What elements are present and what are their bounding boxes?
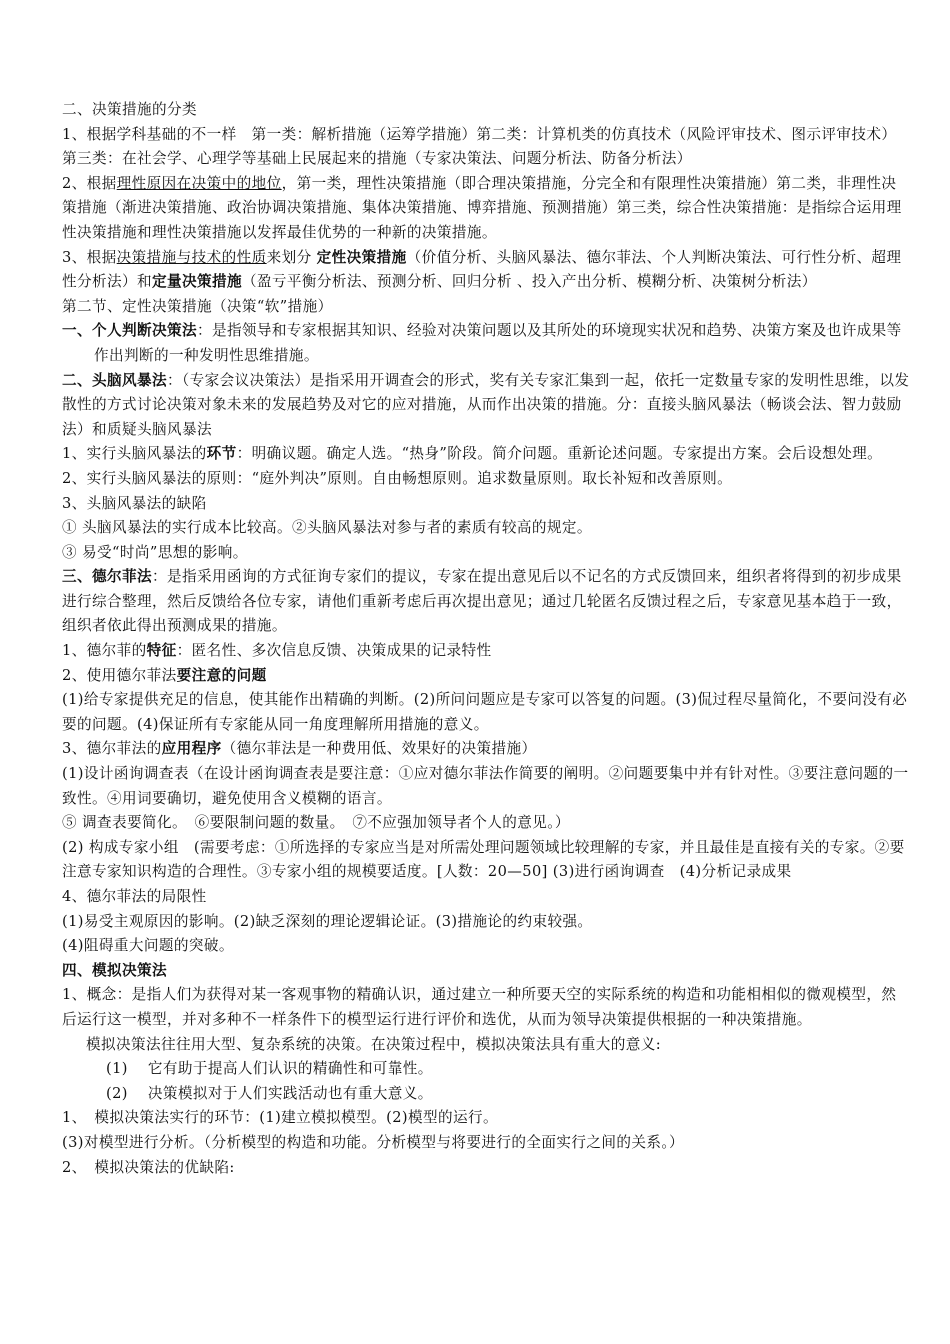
section-heading [62, 959, 910, 984]
paragraph [62, 246, 910, 295]
paragraph: (1)设计函询调查表（在设计函询调查表是要注意：①应对德尔菲法作简要的阐明。②问题要集中并有针对性。③要注意问题的一致性。④用词要确切，避免使用含义模糊的语言。 [62, 765, 909, 807]
paragraph: ③ 易受“时尚”思想的影响。 [62, 543, 248, 561]
bold-term: 三、德尔菲法 [62, 568, 152, 586]
paragraph: (1)易受主观原因的影响。(2)缺乏深刻的理论逻辑论证。(3)措施论的约束较强。 [62, 912, 593, 930]
paragraph: ① 头脑风暴法的实行成本比较高。②头脑风暴法对参与者的素质有较高的规定。 [62, 519, 592, 537]
paragraph: 1、概念：是指人们为获得对某一客观事物的精确认识，通过建立一种所要天空的实际系统的构造和功能相相似的微观模型，然后运行这一模型，并对多种不一样条件下的模型运行进行评价和选优，从而为领导决策提供根据的一种决策措施。 [62, 986, 897, 1028]
bold-term: 二、头脑风暴法 [62, 371, 167, 389]
paragraph: 1、根据学科基础的不一样 第一类：解析措施（运筹学措施）第二类：计算机类的仿真技术（风险评审技术、图示评审技术）第三类：在社会学、心理学等基础上民展起来的措施（专家决策法、问题分析法、防备分析法） [62, 125, 897, 168]
paragraph: (4)阻碍重大问题的突破。 [62, 937, 234, 955]
paragraph: 1、 模拟决策法实行的环节：(1)建立模拟模型。(2)模型的运行。 [62, 1109, 498, 1127]
text: ：匿名性、多次信息反馈、决策成果的记录特性 [176, 642, 492, 660]
text: 2、根据 [62, 174, 117, 192]
bold-term: 一、个人判断决策法 [62, 322, 197, 340]
text: 2、使用德尔菲法 [62, 666, 177, 684]
underlined-text: 决策措施与技术的性质 [116, 248, 267, 266]
section-heading: 第二节、定性决策措施（决策“软”措施） [62, 297, 333, 315]
text: 3、德尔菲法的 [62, 740, 162, 758]
text: 1、德尔菲的 [62, 642, 147, 660]
paragraph [62, 369, 910, 443]
text: ：是指领导和专家根据其知识、经验对决策问题以及其所处的环境现实状况和趋势、决策方案及也许成果等作出判断的一种发明性思维措施。 [94, 322, 902, 364]
text: 1、实行头脑风暴法的 [62, 445, 207, 463]
bold-term: 定量决策措施 [151, 273, 242, 291]
section-heading: 二、决策措施的分类 [62, 101, 197, 118]
list-item: (2) 决策模拟对于人们实践活动也有重大意义。 [106, 1084, 433, 1102]
list-item: (1) 它有助于提高人们认识的精确性和可靠性。 [106, 1060, 433, 1078]
paragraph: ⑤ 调查表要简化。 ⑥要限制问题的数量。 ⑦不应强加领导者个人的意见。） [62, 814, 570, 832]
paragraph [62, 319, 910, 368]
text: （盈亏平衡分析法、预测分析、回归分析 、投入产出分析、模糊分析、决策树分析法） [241, 273, 817, 291]
text: 来划分 [266, 248, 317, 266]
paragraph [62, 664, 910, 689]
text: ，第一类，理性决策措施（即合理决策措施，分完全和有限理性决策措施）第二类，非理性决策措施（渐进决策措施、政治协调决策措施、集体决策措施、博弈措施、预测措施）第三类，综合性决策措施：是指综合运用理性决策措施和理性决策措施以发挥最佳优势的一种新的决策措施。 [62, 174, 902, 241]
bold-heading: 四、模拟决策法 [62, 961, 167, 979]
text: ：明确议题。确定人选。“热身”阶段。简介问题。重新论述问题。专家提出方案。会后设想处理。 [236, 445, 883, 463]
text: ：（专家会议决策法）是指采用开调查会的形式，奖有关专家汇集到一起，依托一定数量专家的发明性思维，以发散性的方式讨论决策对象未来的发展趋势及对它的应对措施，从而作出决策的措施。分：直接头脑风暴法（畅谈会法、智力鼓励法）和质疑头脑风暴法 [62, 371, 910, 438]
paragraph: 4、德尔菲法的局限性 [62, 888, 207, 905]
paragraph: (2) 构成专家小组 (需要考虑：①所选择的专家应当是对所需处理问题领域比较理解的专家，并且最佳是直接有关的专家。②要注意专家知识构造的合理性。③专家小组的规模要适度。[人数：20—50] (3)进行函询调查 (4)分析记录成果 [62, 838, 905, 881]
bold-term: 定性决策措施 [316, 248, 407, 266]
paragraph: 模拟决策法往往用大型、复杂系统的决策。在决策过程中，模拟决策法具有重大的意义: [86, 1035, 662, 1053]
paragraph [62, 172, 910, 246]
text: ：是指采用函询的方式征询专家们的提议，专家在提出意见后以不记名的方式反馈回来，组织者将得到的初步成果进行综合整理，然后反馈给各位专家，请他们重新考虑后再次提出意见；通过几轮匿名反馈过程之后，专家意见基本趋于一致，组织者依此得出预测成果的措施。 [62, 568, 902, 635]
bold-term: 环节 [206, 445, 237, 463]
paragraph: (1)给专家提供充足的信息，使其能作出精确的判断。(2)所问问题应是专家可以答复的问题。(3)侃过程尽量简化，不要问没有必要的问题。(4)保证所有专家能从同一角度理解所用措施的意义。 [62, 691, 908, 733]
text: 3、根据 [62, 248, 117, 266]
paragraph: 2、 模拟决策法的优缺陷: [62, 1158, 235, 1176]
paragraph: 2、实行头脑风暴法的原则：“庭外判决”原则。自由畅想原则。追求数量原则。取长补短和改善原则。 [62, 469, 733, 487]
text: （德尔菲法是一种费用低、效果好的决策措施） [221, 740, 537, 758]
paragraph: 3、头脑风暴法的缺陷 [62, 494, 207, 512]
paragraph [62, 442, 910, 467]
bold-term: 要注意的问题 [176, 666, 267, 684]
text: （价值分析、头脑风暴法、德尔菲法、个人判断决策法、可行性分析、超理性分析法）和 [62, 248, 902, 291]
bold-term: 应用程序 [161, 740, 222, 758]
paragraph [62, 737, 910, 762]
paragraph: (3)对模型进行分析。（分析模型的构造和功能。分析模型与将要进行的全面实行之间的关系。） [62, 1133, 685, 1151]
paragraph [62, 565, 910, 639]
bold-term: 特征 [146, 642, 177, 660]
paragraph [62, 639, 910, 664]
underlined-text: 理性原因在决策中的地位 [116, 174, 282, 192]
document-page [62, 98, 910, 1180]
